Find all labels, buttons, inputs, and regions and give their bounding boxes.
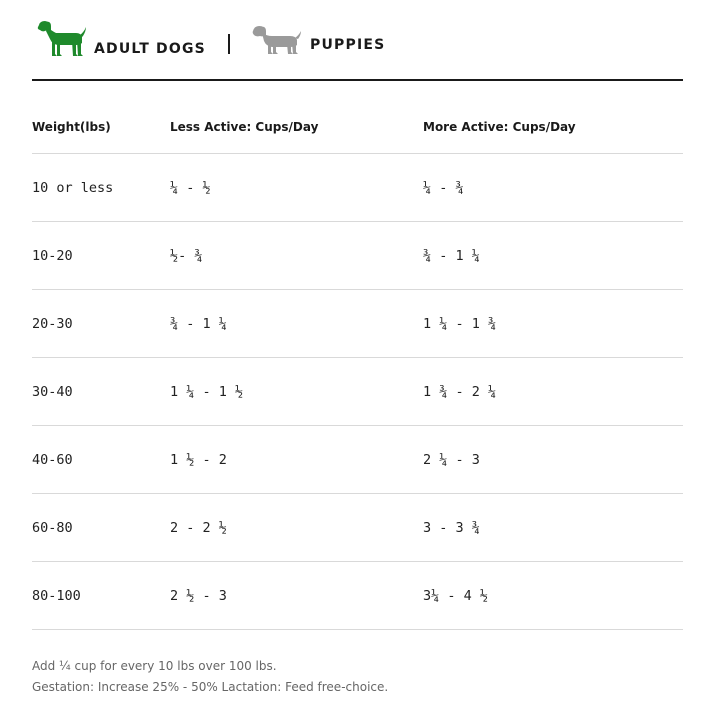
note-extra-weight: Add ¼ cup for every 10 lbs over 100 lbs. xyxy=(32,659,277,673)
table-row xyxy=(32,222,683,290)
table-row xyxy=(32,562,683,630)
table-row xyxy=(32,494,683,562)
weight-cell: 10-20 xyxy=(32,247,73,264)
header-weight: Weight(lbs) xyxy=(32,120,111,134)
more-active-cell: 3¼ - 4 ½ xyxy=(423,587,489,604)
less-active-cell: ¾ - 1 ¼ xyxy=(170,315,227,332)
tabs-underline xyxy=(32,79,683,81)
tab-adult-dogs[interactable] xyxy=(36,19,206,57)
feeding-notes xyxy=(32,656,388,698)
table-row xyxy=(32,358,683,426)
note-gestation-lactation: Gestation: Increase 25% - 50% Lactation: Feed free-choice. xyxy=(32,680,389,694)
less-active-cell: ¼ - ½ xyxy=(170,179,211,196)
weight-cell: 10 or less xyxy=(32,179,114,196)
less-active-cell: ½- ¾ xyxy=(170,247,203,264)
more-active-cell: ¾ - 1 ¼ xyxy=(423,247,480,264)
less-active-cell: 1 ¼ - 1 ½ xyxy=(170,383,244,400)
tab-puppies[interactable] xyxy=(252,23,385,55)
feeding-table xyxy=(32,101,683,630)
weight-cell: 60-80 xyxy=(32,519,73,536)
weight-cell: 40-60 xyxy=(32,451,73,468)
puppy-icon xyxy=(252,23,302,55)
table-row xyxy=(32,426,683,494)
more-active-cell: 2 ¼ - 3 xyxy=(423,451,480,468)
tab-divider xyxy=(228,34,230,54)
more-active-cell: 1 ¼ - 1 ¾ xyxy=(423,315,497,332)
header-less-active: Less Active: Cups/Day xyxy=(170,120,319,134)
less-active-cell: 1 ½ - 2 xyxy=(170,451,227,468)
adult-dog-icon xyxy=(36,19,86,57)
weight-cell: 20-30 xyxy=(32,315,73,332)
table-header-row xyxy=(32,101,683,154)
more-active-cell: 3 - 3 ¾ xyxy=(423,519,480,536)
weight-cell: 80-100 xyxy=(32,587,81,604)
weight-cell: 30-40 xyxy=(32,383,73,400)
tab-puppies-label: PUPPIES xyxy=(310,37,386,53)
feeding-tabs xyxy=(32,0,683,80)
less-active-cell: 2 ½ - 3 xyxy=(170,587,227,604)
more-active-cell: 1 ¾ - 2 ¼ xyxy=(423,383,497,400)
table-row xyxy=(32,154,683,222)
header-more-active: More Active: Cups/Day xyxy=(423,120,576,134)
table-row xyxy=(32,290,683,358)
less-active-cell: 2 - 2 ½ xyxy=(170,519,227,536)
tab-adult-dogs-label: ADULT DOGS xyxy=(94,41,206,57)
more-active-cell: ¼ - ¾ xyxy=(423,179,464,196)
